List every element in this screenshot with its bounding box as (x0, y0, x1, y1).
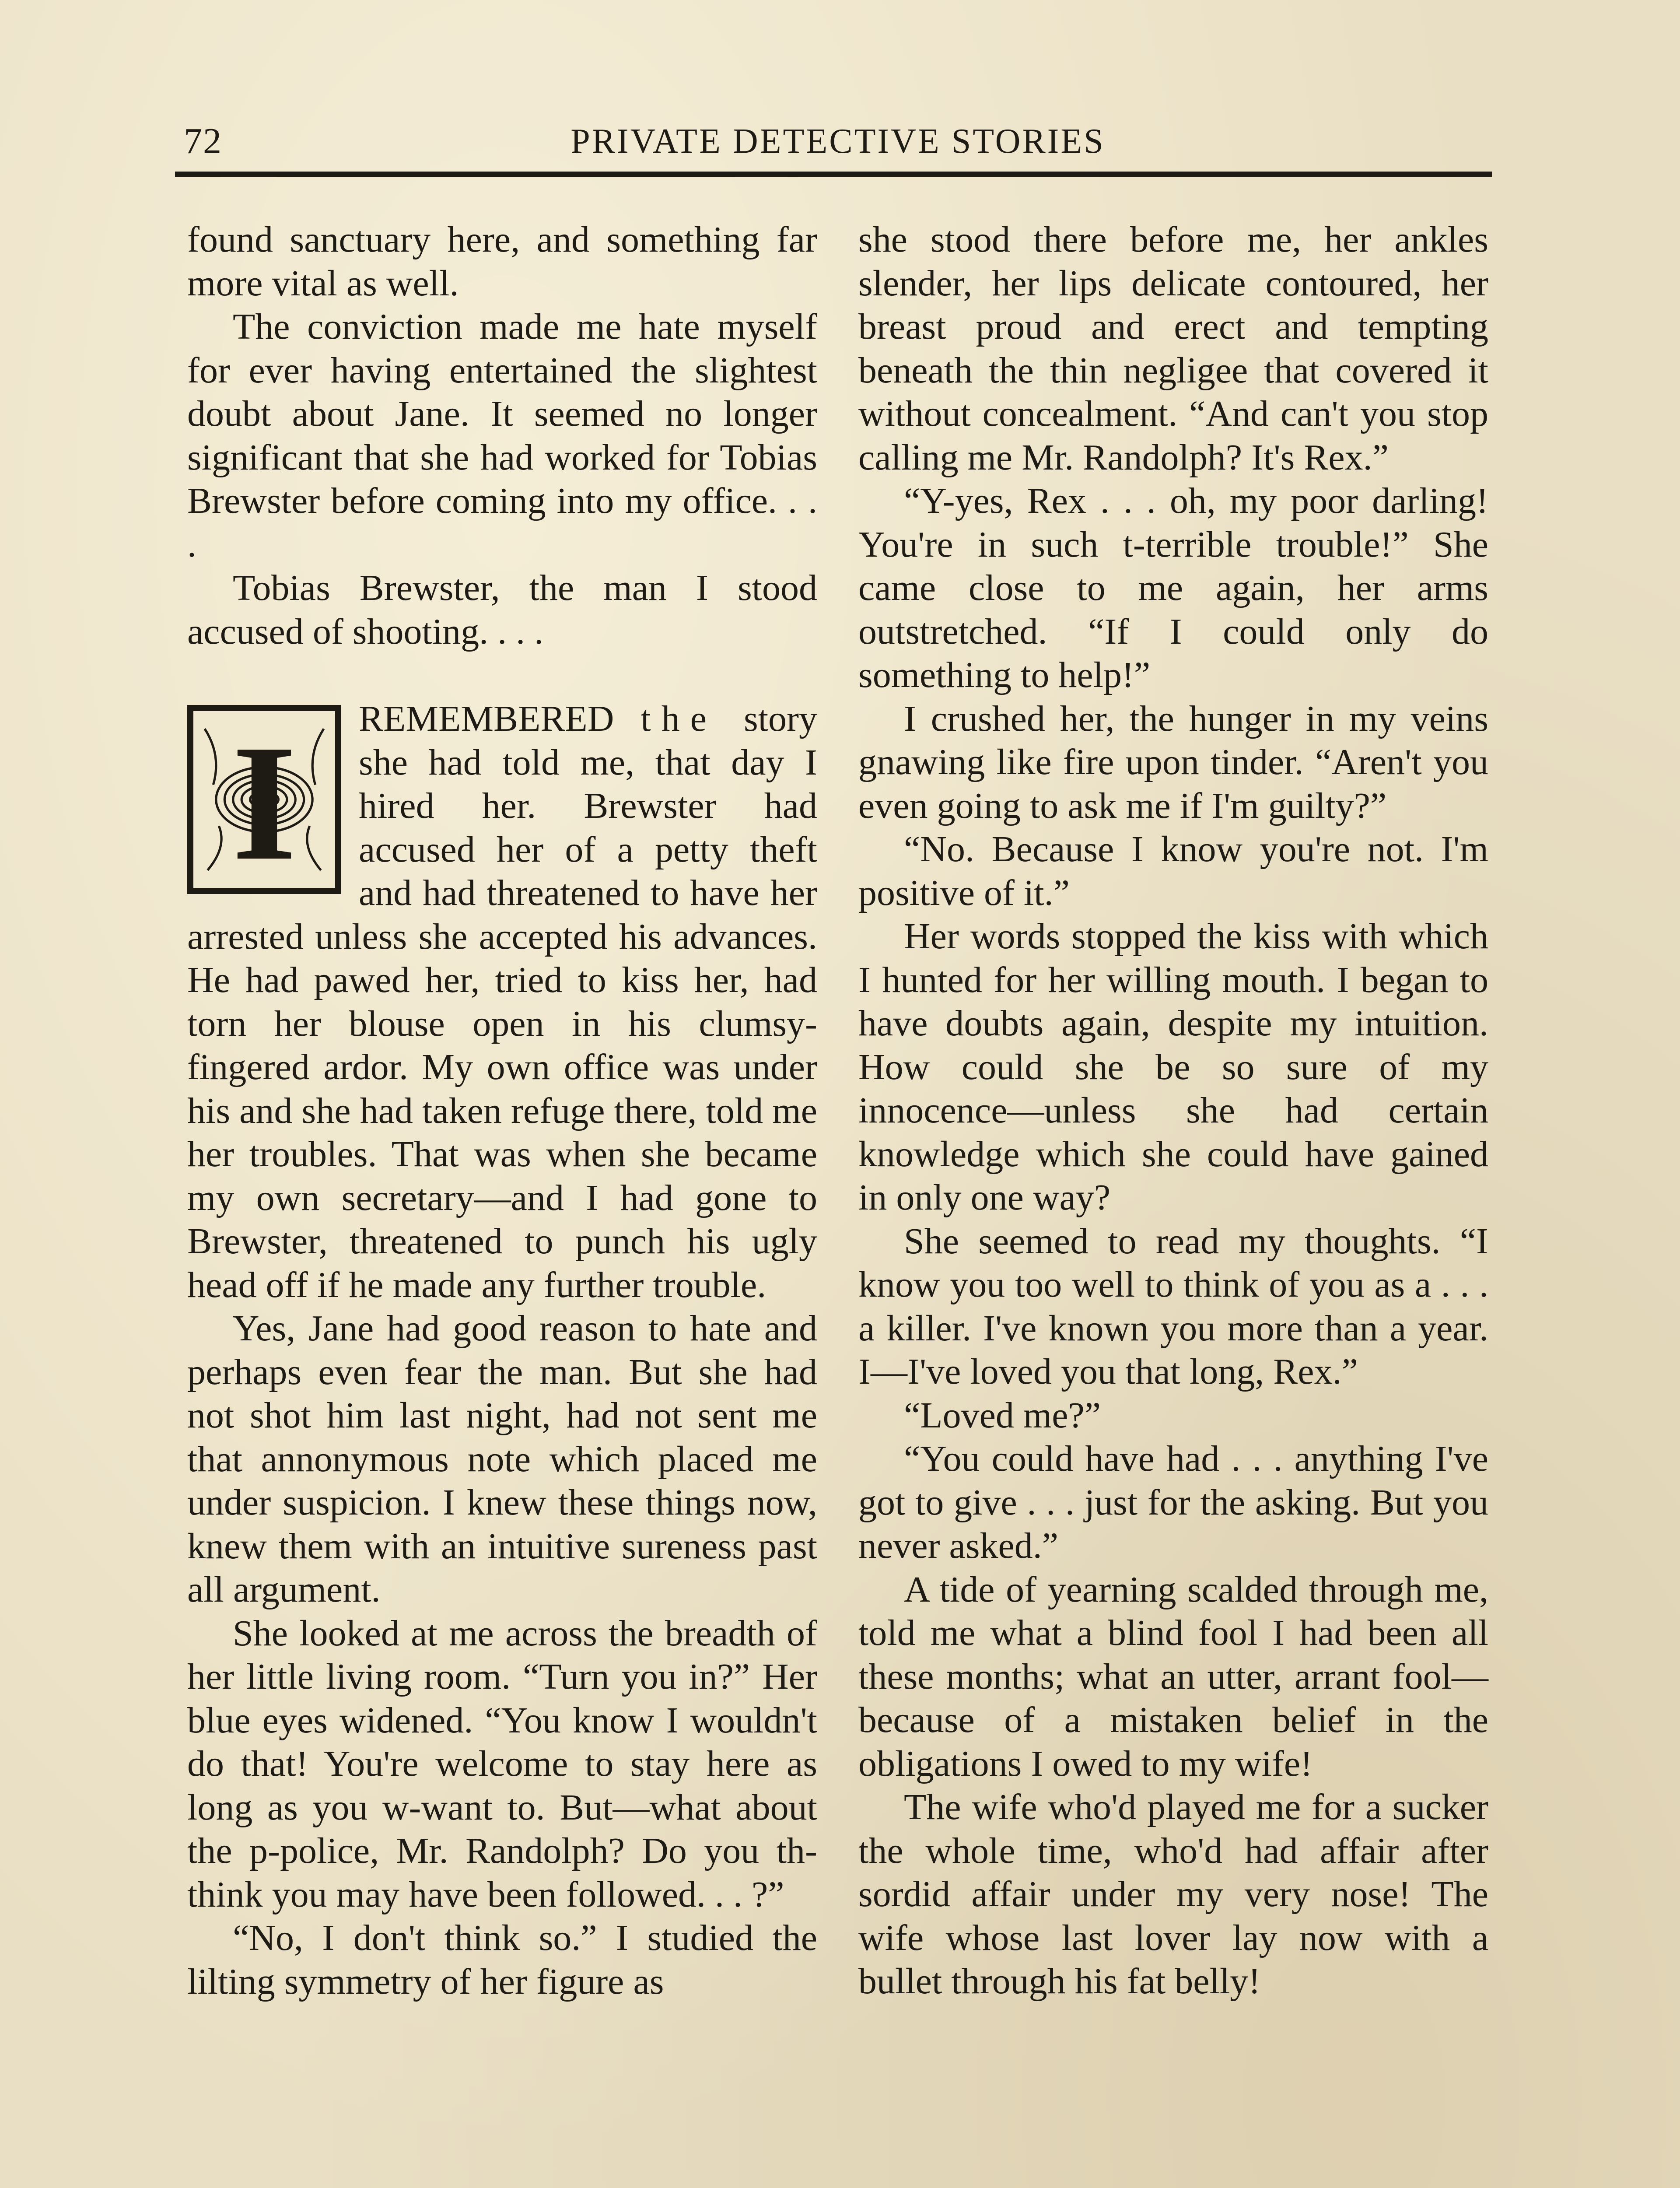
right-paragraph-1: she stood there before me, her ankles slender, her lips delicate contoured, her breast proud and erect and tempting beneath the thin negligee that covered it without concealment. “And can't you stop calling me Mr. Randolph? It's Rex.” (858, 219, 1488, 478)
right-paragraph-10: The wife who'd played me for a sucker the whole time, who'd had affair after sordid affair under my very nose! The wife whose last lover lay now with a bullet through his fat belly! (858, 1787, 1488, 2002)
left-paragraph-5: Yes, Jane had good reason to hate and perhaps even fear the man. But she had not shot him last night, had not sent me that annonymous note which placed me under suspicion. I knew these things now, knew them with an intuitive sureness past all argument. (187, 1308, 817, 1610)
lead-word-spaced: the (640, 698, 717, 739)
right-paragraph-8: “You could have had . . . anything I've got to give . . . just for the asking. But you never asked.” (858, 1438, 1488, 1566)
left-paragraph-6: She looked at me across the breadth of her little living room. “Turn you in?” Her blue eyes widened. “You know I wouldn't do that! You're welcome to stay here as long as you w-want to. But—what about the p-police, Mr. Randolph? Do you th-think you may have been followed. . . ?” (187, 1613, 817, 1915)
left-paragraph-3: Tobias Brewster, the man I stood accused of shooting. . . . (187, 568, 817, 652)
drop-cap-letter: I (232, 711, 297, 895)
right-paragraph-6: She seemed to read my thoughts. “I know you too well to think of you as a . . . a killer. I've known you more than a year. I—I've loved you that long, Rex.” (858, 1220, 1488, 1392)
section-break (187, 653, 817, 697)
right-paragraph-2: “Y-yes, Rex . . . oh, my poor darling! You're in such t-terrible trouble!” She came close to me again, her arms outstretched. “If I could only do something to help!” (858, 480, 1488, 695)
right-paragraph-7: “Loved me?” (904, 1395, 1101, 1436)
left-paragraph-4 (187, 697, 817, 1307)
right-column (858, 218, 1488, 2003)
left-paragraph-1: found sanctuary here, and something far more vital as well. (187, 219, 817, 304)
lead-word: REMEMBERED (359, 698, 614, 739)
right-paragraph-9: A tide of yearning scalded through me, told me what a blind fool I had been all these months; what an utter, arrant fool—because of a mistaken belief in the obligations I owed to my wife! (858, 1569, 1488, 1784)
right-paragraph-4: “No. Because I know you're not. I'm positive of it.” (858, 829, 1488, 913)
left-paragraph-4-text: story she had told me, that day I hired her. Brewster had accused her of a petty theft and had threatened to have her arrested unless she accepted his advances. He had pawed her, tried to kiss her, had torn her blouse open in his clumsy-fingered ardor. My own office was under his and she had taken refuge there, told me her troubles. That was when she became my own secretary—and I had gone to Brewster, threatened to punch his ugly head off if he made any further trouble. (187, 698, 817, 1305)
left-paragraph-2: The conviction made me hate myself for ever having entertained the slightest doubt about Jane. It seemed no longer significant that she had worked for Tobias Brewster before coming into my office. . . . (187, 306, 817, 565)
header-rule (175, 172, 1492, 177)
right-paragraph-5: Her words stopped the kiss with which I hunted for her willing mouth. I began to have doubts again, despite my intuition. How could she be so sure of my innocence—unless she had certain knowledge which she could have gained in only one way? (858, 916, 1488, 1218)
left-column (187, 218, 817, 2003)
drop-cap-illustration (187, 705, 341, 894)
right-paragraph-3: I crushed her, the hunger in my veins gnawing like fire upon tinder. “Aren't you even going to ask me if I'm guilty?” (858, 698, 1488, 826)
page-header (184, 117, 1492, 165)
magazine-title: PRIVATE DETECTIVE STORIES (570, 122, 1105, 161)
page-number: 72 (184, 121, 222, 161)
left-paragraph-7: “No, I don't think so.” I studied the lilting symmetry of her figure as (187, 1918, 817, 2002)
